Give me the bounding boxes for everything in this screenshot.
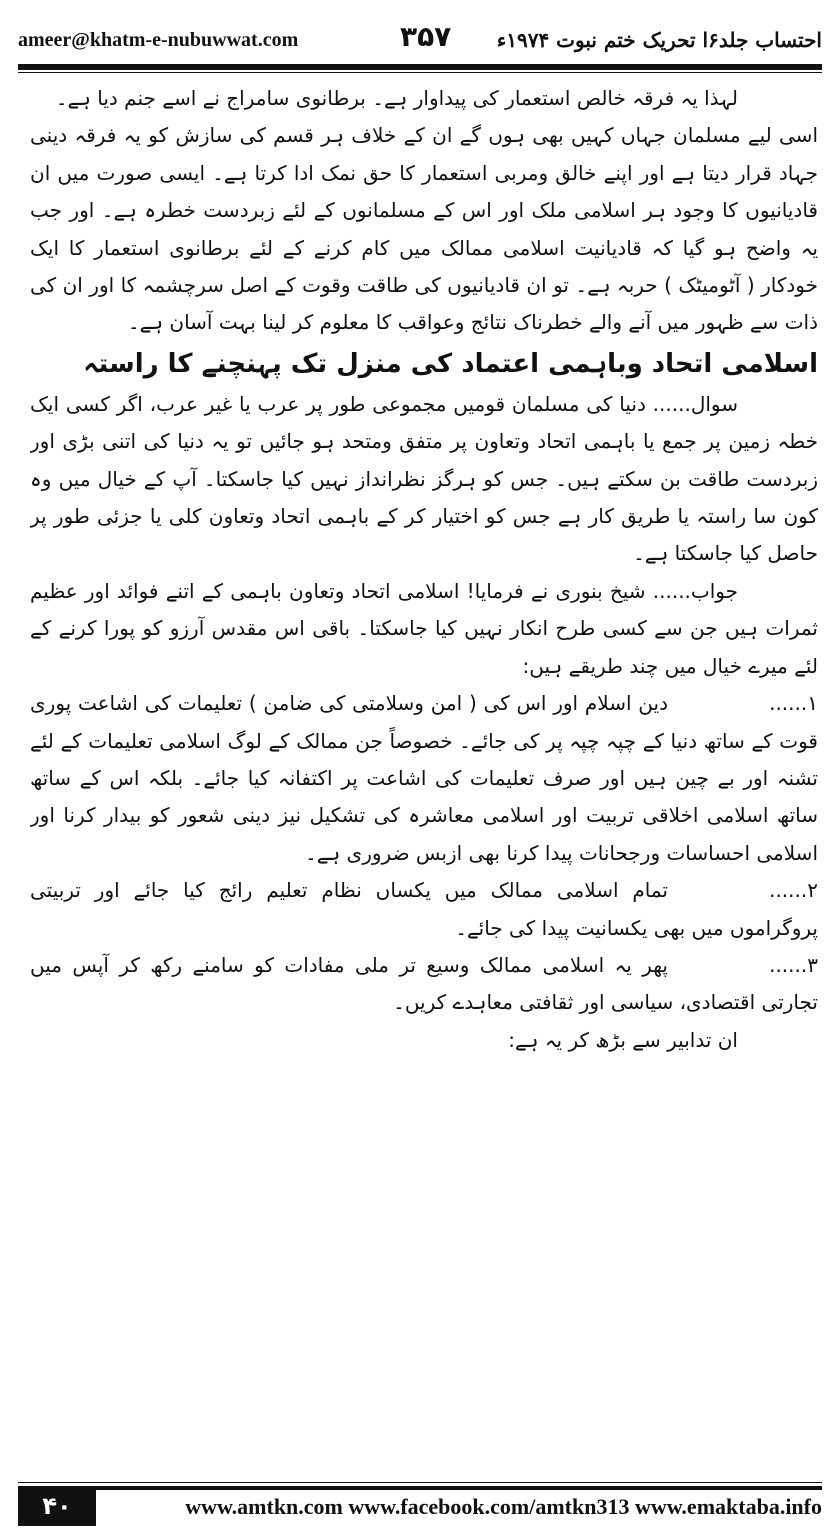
header-rule-thick — [18, 64, 822, 70]
footer-rule-thin — [18, 1482, 822, 1483]
header-email: ameer@khatm-e-nubuwwat.com — [18, 28, 299, 51]
page-footer — [18, 1482, 822, 1528]
paragraph-1: لہذا یہ فرقہ خالص استعمار کی پیداوار ہے۔ برطانوی سامراج نے اسے جنم دیا ہے۔ — [55, 86, 738, 110]
list-item-text: دین اسلام اور اس کی ( امن وسلامتی کی ضامن ) تعلیمات کی اشاعت پوری قوت کے ساتھ دنیا کے چپہ چپہ پر کی جائے۔ خصوصاً جن ممالک کے لوگ اسلامی تعلیمات کے لئے تشنہ اور بے چین ہیں اور صرف تعلیمات کی اشاعت پر اکتفانہ کیا جائے۔ بلکہ اس کے ساتھ ساتھ اسلامی اخلاقی تربیت اور اسلامی معاشرہ کی تشکیل نیز دینی شعور کو بیدار کرنا اور اسلامی احساسات ورجحانات پیدا کرنا بھی ازبس ضروری ہے۔ — [30, 691, 818, 865]
footer-links: www.amtkn.com www.facebook.com/amtkn313 www.emaktaba.info — [185, 1494, 822, 1519]
list-item-number: ۱...... — [769, 691, 818, 716]
list-item-number: ۳...... — [769, 952, 818, 977]
page-header — [18, 18, 822, 62]
paragraph-2: اسی لیے مسلمان جہاں کہیں بھی ہوں گے ان کے خلاف ہر قسم کی سازش کو یہ فرقہ دینی جہاد قرار دیتا ہے اور اپنے خالق ومربی استعمار کا حق نمک ادا کرتا ہے۔ ایسی صورت میں ان قادیانیوں کا وجود ہر اسلامی ملک اور اس کے مسلمانوں کے لئے زبردست خطرہ ہے۔ اور جب یہ واضح ہو گیا کہ قادیانیت اسلامی ممالک میں کام کرنے کے لئے برطانوی استعمار کا ایک خودکار ( آٹومیٹک ) حربہ ہے۔ تو ان قادیانیوں کی طاقت وقوت کے اصل سرچشمہ کا اور ان کی ذات سے ظہور میں آنے والے خطرناک نتائج وعواقب کا معلوم کر لینا بہت آسان ہے۔ — [30, 123, 818, 335]
footer-rule-thick — [18, 1486, 822, 1490]
answer-paragraph: جواب...... شیخ بنوری نے فرمایا! اسلامی اتحاد وتعاون باہمی کے اتنے فوائد اور عظیم ثمرات ہیں جن سے کسی طرح انکار نہیں کیا جاسکتا۔ باقی اس مقدس آرزو کو پورا کرنے کے لئے میرے خیال میں چند طریقے ہیں: — [30, 578, 818, 678]
folio-number: ۴۰ — [18, 1486, 96, 1526]
list-item-1 — [30, 685, 818, 872]
list-item-text: تمام اسلامی ممالک میں یکساں نظام تعلیم رائج کیا جائے اور تربیتی پروگراموں میں بھی یکسانیت پیدا کی جائے۔ — [30, 878, 818, 940]
running-title: احتساب جلد۶ا تحریک ختم نبوت ۱۹۷۴ء — [496, 28, 822, 52]
page-body — [30, 80, 818, 1450]
list-item-3 — [30, 947, 818, 1022]
header-rule-thin — [18, 72, 822, 73]
question-paragraph: سوال...... دنیا کی مسلمان قومیں مجموعی طور پر عرب یا غیر عرب، اگر کسی ایک خطہ زمین پر جمع یا باہمی اتحاد وتعاون پر متفق ومتحد ہو جائیں تو یہ دنیا کی اتنی بڑی اور زبردست طاقت بن سکتے ہیں۔ جس کو ہرگز نظرانداز نہیں کیا جاسکتا۔ آپ کے خیال میں وہ کون سا راستہ یا طریق کار ہے جس کو اختیار کر کے باہمی اتحاد وتعاون کلی یا جزئی طور پر حاصل کیا جاسکتا ہے۔ — [30, 391, 818, 566]
section-heading: اسلامی اتحاد وباہمی اعتماد کی منزل تک پہنچنے کا راستہ — [83, 348, 818, 379]
list-item-2 — [30, 872, 818, 947]
page-number: ۳۵۷ — [400, 20, 452, 53]
list-item-text: پھر یہ اسلامی ممالک وسیع تر ملی مفادات کو سامنے رکھ کر آپس میں تجارتی اقتصادی، سیاسی اور ثقافتی معاہدے کریں۔ — [30, 952, 818, 1015]
closing-line: ان تدابیر سے بڑھ کر یہ ہے: — [508, 1027, 738, 1052]
list-item-number: ۲...... — [769, 878, 818, 903]
